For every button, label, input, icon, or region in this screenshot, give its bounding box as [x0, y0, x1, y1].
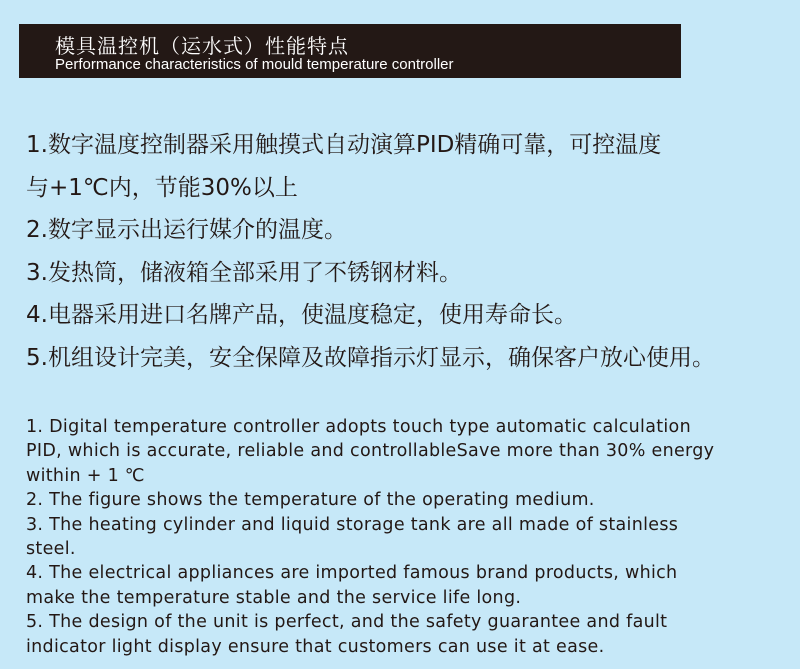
feature-cn-line: 2.数字显示出运行媒介的温度。: [26, 217, 347, 243]
feature-cn-line: 3.发热筒，储液箱全部采用了不锈钢材料。: [26, 259, 462, 286]
feature-en-item: 1. Digital temperature controller adopts touch type automatic calculation PID, which is accurate, reliable and controllableSave more than 30% energy within + 1 ℃: [26, 417, 715, 486]
feature-cn-line: 5.机组设计完美，安全保障及故障指示灯显示，确保客户放心使用。: [26, 344, 715, 371]
feature-cn-line: 4.电器采用进口名牌产品，使温度稳定，使用寿命长。: [26, 302, 577, 328]
title-cn: 模具温控机（运水式）性能特点: [55, 34, 349, 58]
feature-en-item: 4. The electrical appliances are imported famous brand products, which make the temperature stable and the service life long.: [26, 563, 678, 608]
features-cn: [26, 124, 715, 379]
feature-en-item: 3. The heating cylinder and liquid storage tank are all made of stainless steel.: [26, 514, 679, 560]
features-en: [26, 415, 786, 659]
feature-en-item: 5. The design of the unit is perfect, and the safety guarantee and fault indicator light display ensure that customers can use it at ease.: [26, 612, 668, 657]
feature-en-item: 2. The figure shows the temperature of the operating medium.: [26, 490, 595, 511]
title-banner: [19, 24, 681, 78]
feature-cn-line: 与+1℃内，节能30%以上: [26, 174, 298, 201]
title-en: Performance characteristics of mould temperature controller: [55, 56, 454, 73]
feature-cn-line: 1.数字温度控制器采用触摸式自动演算PID精确可靠，可控温度: [26, 132, 662, 158]
